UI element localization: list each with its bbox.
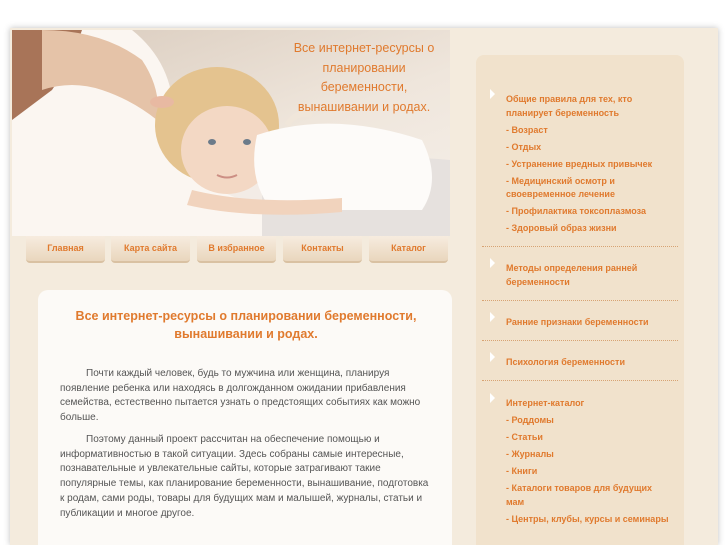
sidebar-link-product-catalogs[interactable]: - Каталоги товаров для будущих мам: [506, 483, 652, 507]
sidebar-link-magazines[interactable]: - Журналы: [506, 449, 554, 459]
header-title: Все интернет-ресурсы о планировании беременности, вынашивании и родах.: [293, 41, 435, 114]
sidebar-heading-catalog[interactable]: Интернет-каталог: [492, 397, 670, 411]
sidebar-heading-early-signs[interactable]: Ранние признаки беременности: [492, 316, 670, 330]
nav-favorites[interactable]: В избранное: [197, 236, 276, 263]
sidebar-heading-early-detection[interactable]: Методы определения ранней беременности: [492, 262, 670, 289]
sidebar-link-age[interactable]: - Возраст: [506, 124, 548, 135]
sidebar-divider: [482, 380, 678, 381]
main-content: [38, 290, 452, 545]
arrow-icon: [490, 89, 495, 99]
sidebar-link-bad-habits[interactable]: - Устранение вредных привычек: [506, 158, 653, 169]
page-heading: Все интернет-ресурсы о планировании беременности, вынашивании и родах.: [75, 309, 417, 341]
arrow-icon: [490, 393, 495, 403]
intro-paragraph: Почти каждый человек, будь то мужчина или женщина, планируя появление ребенка или находясь в долгожданном ожидании прибавления семейства, естественно пытается узнать о предстоящих событиях как можно больше.: [60, 368, 421, 424]
nav-contacts[interactable]: Контакты: [283, 236, 362, 263]
sidebar-divider: [482, 300, 678, 301]
sidebar-link-maternity-hospitals[interactable]: - Роддомы: [506, 415, 554, 425]
sidebar-group-planning-rules: [492, 93, 670, 236]
nav-sitemap[interactable]: Карта сайта: [111, 236, 190, 263]
nav-catalog[interactable]: Каталог: [369, 236, 448, 263]
sidebar-link-toxoplasmosis[interactable]: - Профилактика токсоплазмоза: [506, 206, 647, 216]
sidebar-link-books[interactable]: - Книги: [506, 466, 538, 476]
sidebar-group-early-signs: [492, 316, 670, 330]
sidebar-link-healthy-lifestyle[interactable]: - Здоровый образ жизни: [506, 223, 617, 233]
top-navigation: [26, 236, 450, 262]
header-photo: [12, 30, 450, 236]
sidebar-group-catalog: [492, 397, 670, 526]
sidebar-heading-psychology[interactable]: Психология беременности: [492, 356, 670, 370]
sidebar: [476, 55, 684, 545]
sidebar-group-psychology: [492, 356, 670, 370]
sidebar-link-medical-check[interactable]: - Медицинский осмотр и своевременное лечение: [506, 175, 615, 199]
sidebar-link-rest[interactable]: - Отдых: [506, 141, 542, 152]
sidebar-heading-planning-rules[interactable]: Общие правила для тех, кто планирует беременность: [492, 93, 670, 120]
sidebar-link-articles[interactable]: - Статьи: [506, 432, 543, 442]
nav-home[interactable]: Главная: [26, 236, 105, 263]
arrow-icon: [490, 312, 495, 322]
sidebar-group-early-detection: [492, 262, 670, 289]
page: [10, 28, 718, 545]
arrow-icon: [490, 352, 495, 362]
sidebar-divider: [482, 340, 678, 341]
sidebar-link-centers-clubs[interactable]: - Центры, клубы, курсы и семинары: [506, 513, 669, 524]
sidebar-divider: [482, 246, 678, 247]
purpose-paragraph: Поэтому данный проект рассчитан на обеспечение помощью и информативностью в такой ситуации. Здесь собраны самые интересные, познавательные и увлекательные сайты, которые затрагивают такие популярные темы, как планирование беременности, вынашивание, подготовка к родам, сами роды, товары для будущих мам и малышей, журналы, статьи и публикации и многое другое.: [60, 434, 429, 519]
arrow-icon: [490, 258, 495, 268]
